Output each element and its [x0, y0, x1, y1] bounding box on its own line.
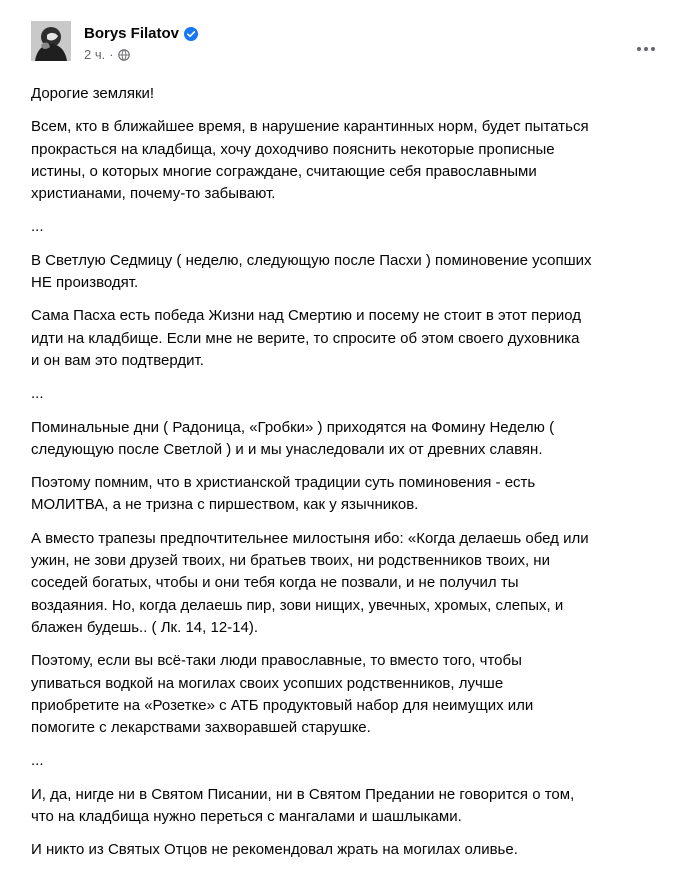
- author-name[interactable]: Borys Filatov: [84, 25, 180, 42]
- post-paragraph: Дорогие земляки!: [31, 85, 155, 102]
- post-content: [31, 83, 671, 873]
- post-header: [0, 0, 691, 76]
- avatar-photo: [31, 21, 71, 61]
- verified-badge-icon: [184, 27, 198, 41]
- post-meta: [84, 47, 130, 63]
- post-paragraph: ...: [31, 385, 44, 403]
- post-paragraph: И, да, нигде ни в Святом Писании, ни в Святом Предании не говорится о том, что на кладбища нужно переться с мангалами и шашлыками.: [31, 785, 575, 826]
- author-avatar[interactable]: [31, 21, 71, 61]
- meta-separator: ·: [109, 47, 114, 62]
- post-paragraph: Поэтому, если вы всё-таки люди православные, то вместо того, чтобы упиваться водкой на могилах своих усопших родственников, лучше приобретите на «Розетке» с АТБ продуктовый набор для неимущих или помогите с лекарствами захворавшей старушке.: [31, 652, 534, 737]
- post-timestamp[interactable]: 2 ч.: [84, 47, 106, 62]
- post-paragraph: Сама Пасха есть победа Жизни над Смертию и посему не стоит в этот период идти на кладбище. Если мне не верите, то спросите об этом своего духовника и он вам это подтвердит.: [31, 307, 582, 369]
- post-paragraph: ...: [31, 218, 44, 236]
- post-paragraph: А вместо трапезы предпочтительнее милостыня ибо: «Когда делаешь обед или ужин, не зови друзей твоих, ни братьев твоих, ни родственников твоих, ни соседей богатых, чтобы и они тебя когда не позвали, и не получил ты воздаяния. Но, когда делаешь пир, зови нищих, увечных, хромых, слепых, и блажен будешь.. ( Лк. 14, 12-14).: [31, 529, 589, 636]
- post-paragraph: И никто из Святых Отцов не рекомендовал жрать на могилах оливье.: [31, 841, 518, 859]
- post-paragraph: Поминальные дни ( Радоница, «Гробки» ) приходятся на Фомину Неделю ( следующую после Светлой ) и и мы унаследовали их от древних славян.: [31, 418, 555, 458]
- more-horizontal-icon: [636, 39, 656, 57]
- post-paragraph: В Светлую Седмицу ( неделю, следующую после Пасхи ) поминовение усопших НЕ производят.: [31, 251, 592, 292]
- post-paragraph: Поэтому помним, что в христианской традиции суть поминовения - есть МОЛИТВА, а не тризна с пиршеством, как у язычников.: [31, 474, 536, 514]
- post-paragraph: ...: [31, 752, 44, 770]
- post-paragraph: Всем, кто в ближайшее время, в нарушение карантинных норм, будет пытаться прокрасться на кладбища, хочу доходчиво пояснить некоторые прописные истины, о которых многие сограждане, считающие себя православными христианами, почему-то забывают.: [31, 118, 589, 203]
- author-row: [84, 24, 198, 44]
- globe-icon: [118, 49, 130, 61]
- more-options-button[interactable]: [628, 30, 664, 66]
